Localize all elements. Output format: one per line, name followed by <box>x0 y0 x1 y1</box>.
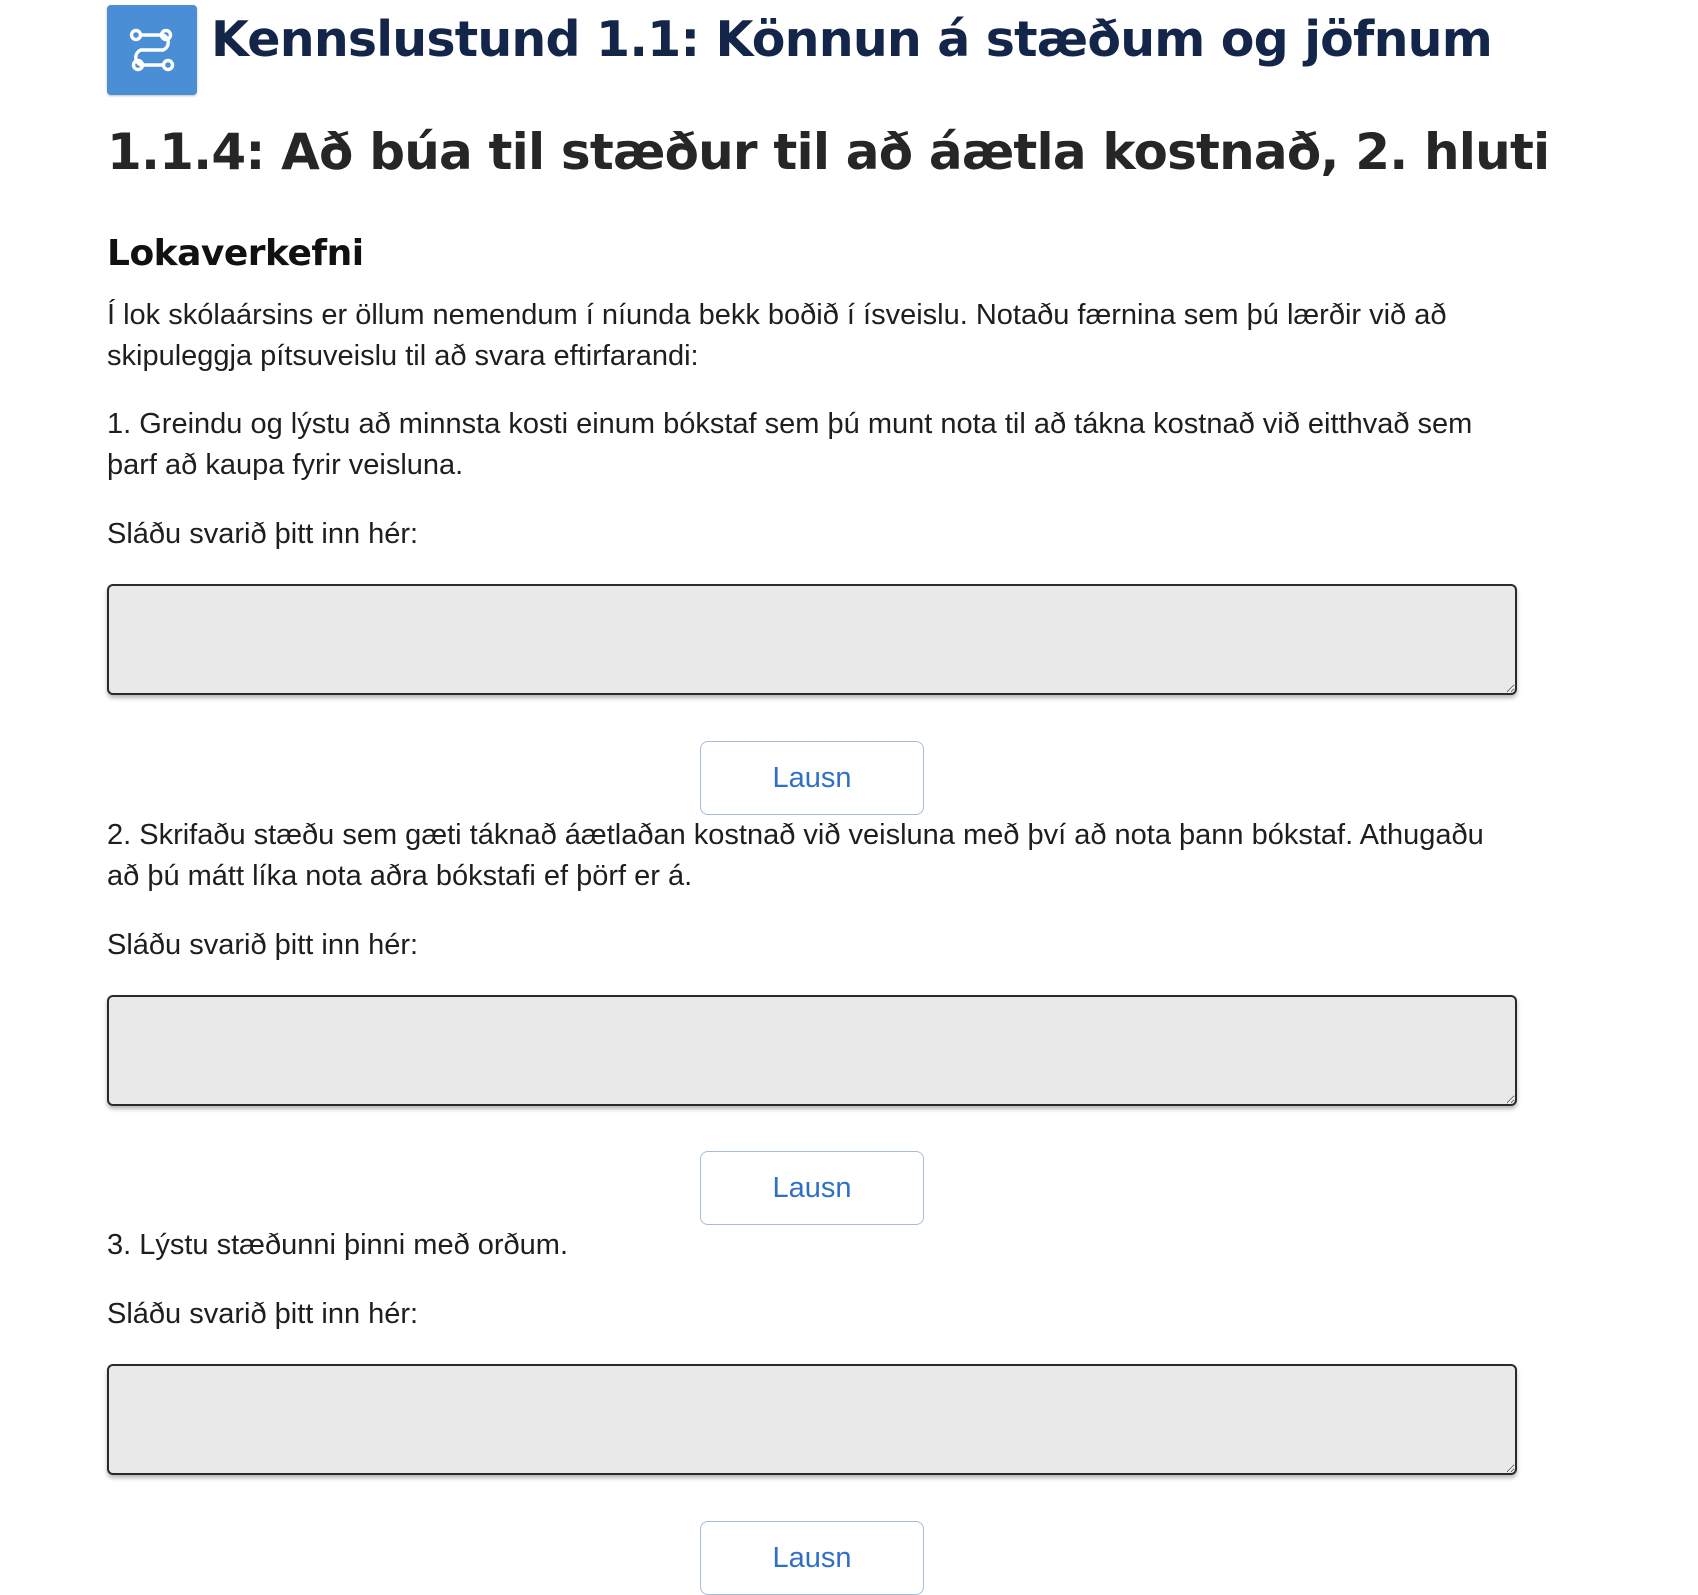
section-title: 1.1.4: Að búa til stæður til að áætla kostnað, 2. hluti <box>107 123 1550 181</box>
solution-button[interactable]: Lausn <box>700 741 924 815</box>
answer-input[interactable] <box>107 995 1517 1106</box>
task-title: Lokaverkefni <box>107 233 364 274</box>
task-intro: Í lok skólaársins er öllum nemendum í níunda bekk boðið í ísveislu. Notaðu færnina sem þú lærðir við að skipuleggja pítsuveislu til að svara eftirfarandi: <box>107 299 1447 372</box>
answer-label: Sláðu svarið þitt inn hér: <box>107 929 419 961</box>
answer-input[interactable] <box>107 584 1517 695</box>
answer-label: Sláðu svarið þitt inn hér: <box>107 1298 419 1330</box>
solution-button[interactable]: Lausn <box>700 1521 924 1595</box>
lesson-header <box>107 5 1492 95</box>
answer-input[interactable] <box>107 1364 1517 1475</box>
question-prompt: 2. Skrifaðu stæðu sem gæti táknað áætlaðan kostnað við veisluna með því að nota þann bókstaf. Athugaðu að þú mátt líka nota aðra bókstafi ef þörf er á. <box>107 819 1484 892</box>
solution-button[interactable]: Lausn <box>700 1151 924 1225</box>
question-prompt: 1. Greindu og lýstu að minnsta kosti einum bókstaf sem þú munt nota til að tákna kostnað við eitthvað sem þarf að kaupa fyrir veisluna. <box>107 408 1473 481</box>
lesson-title: Kennslustund 1.1: Könnun á stæðum og jöfnum <box>211 11 1492 68</box>
answer-label: Sláðu svarið þitt inn hér: <box>107 518 419 550</box>
question-prompt: 3. Lýstu stæðunni þinni með orðum. <box>107 1229 569 1261</box>
route-icon <box>107 5 197 95</box>
